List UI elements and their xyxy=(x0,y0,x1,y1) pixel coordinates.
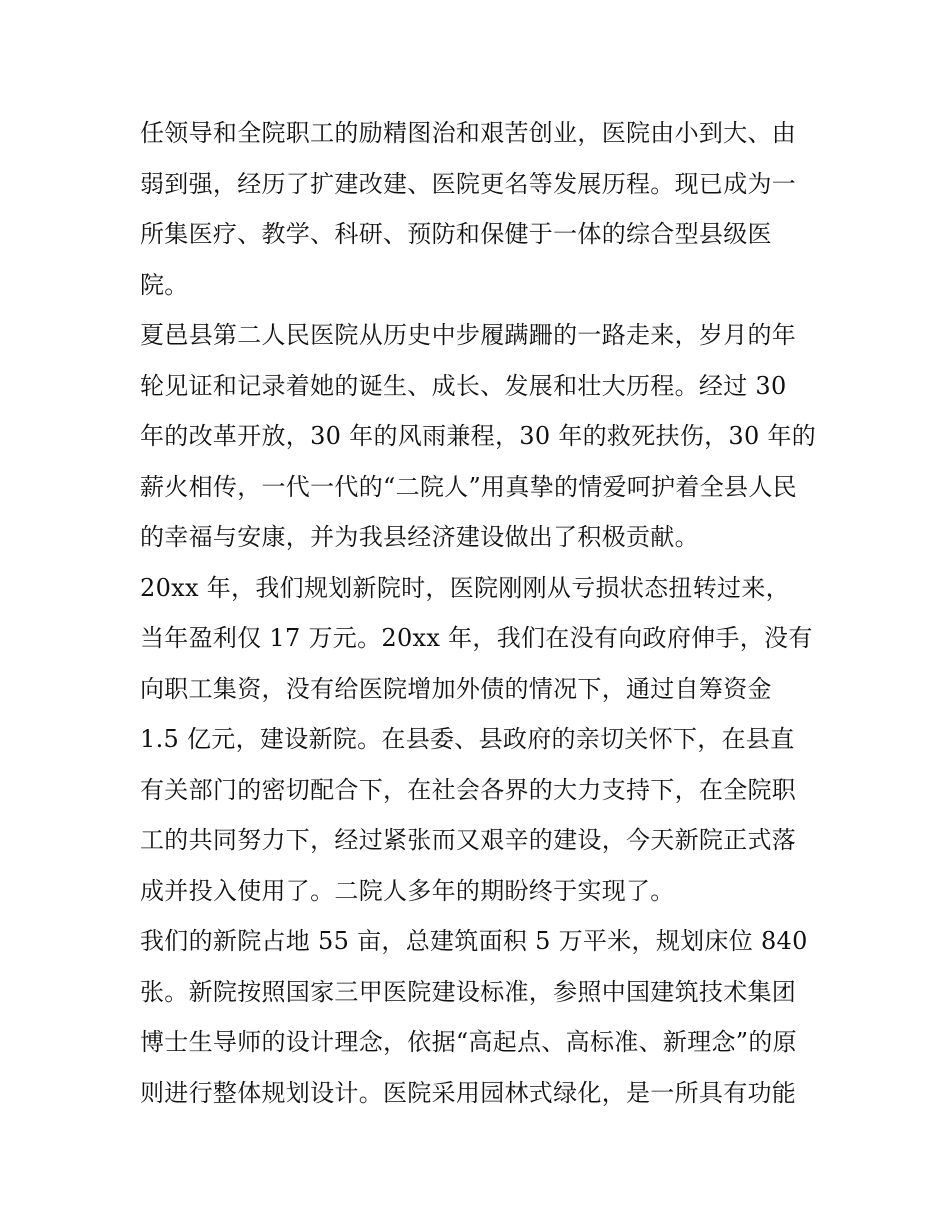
text-line: 则进行整体规划设计。医院采用园林式绿化，是一所具有功能 xyxy=(140,1078,797,1107)
text-line: 有关部门的密切配合下，在社会各界的大力支持下，在全院职 xyxy=(140,775,797,804)
text-line: 院。 xyxy=(140,270,189,299)
text-line: 向职工集资，没有给医院增加外债的情况下，通过自筹资金 xyxy=(140,674,772,703)
text-line: 我们的新院占地 55 亩，总建筑面积 5 万平米，规划床位 840 xyxy=(140,927,808,955)
text-line: 薪火相传，一代一代的“二院人”用真挚的情爱呵护着全县人民 xyxy=(140,472,797,501)
text-line: 张。新院按照国家三甲医院建设标准，参照中国建筑技术集团 xyxy=(140,977,797,1006)
text-line: 夏邑县第二人民医院从历史中步履蹒跚的一路走来，岁月的年 xyxy=(140,321,797,349)
text-line: 弱到强，经历了扩建改建、医院更名等发展历程。现已成为一 xyxy=(140,169,797,198)
text-line: 轮见证和记录着她的诞生、成长、发展和壮大历程。经过 30 xyxy=(140,371,787,400)
text-line: 所集医疗、教学、科研、预防和保健于一体的综合型县级医 xyxy=(140,220,772,248)
text-line: 成并投入使用了。二院人多年的期盼终于实现了。 xyxy=(140,876,675,905)
text-line: 年的改革开放，30 年的风雨兼程，30 年的救死扶伤，30 年的 xyxy=(140,422,817,450)
text-line: 当年盈利仅 17 万元。20xx 年，我们在没有向政府伸手，没有 xyxy=(140,624,813,652)
text-line: 任领导和全院职工的励精图治和艰苦创业，医院由小到大、由 xyxy=(140,119,797,147)
text-line: 的幸福与安康，并为我县经济建设做出了积极贡献。 xyxy=(140,523,699,551)
text-line: 20xx 年，我们规划新院时，医院刚刚从亏损状态扭转过来， xyxy=(140,573,790,602)
text-line: 工的共同努力下，经过紧张而又艰辛的建设，今天新院正式落 xyxy=(140,826,797,854)
text-line: 博士生导师的设计理念，依据“高起点、高标准、新理念”的原 xyxy=(140,1028,797,1056)
document-body xyxy=(140,108,820,1118)
text-line: 1.5 亿元，建设新院。在县委、县政府的亲切关怀下，在县直 xyxy=(140,725,795,753)
